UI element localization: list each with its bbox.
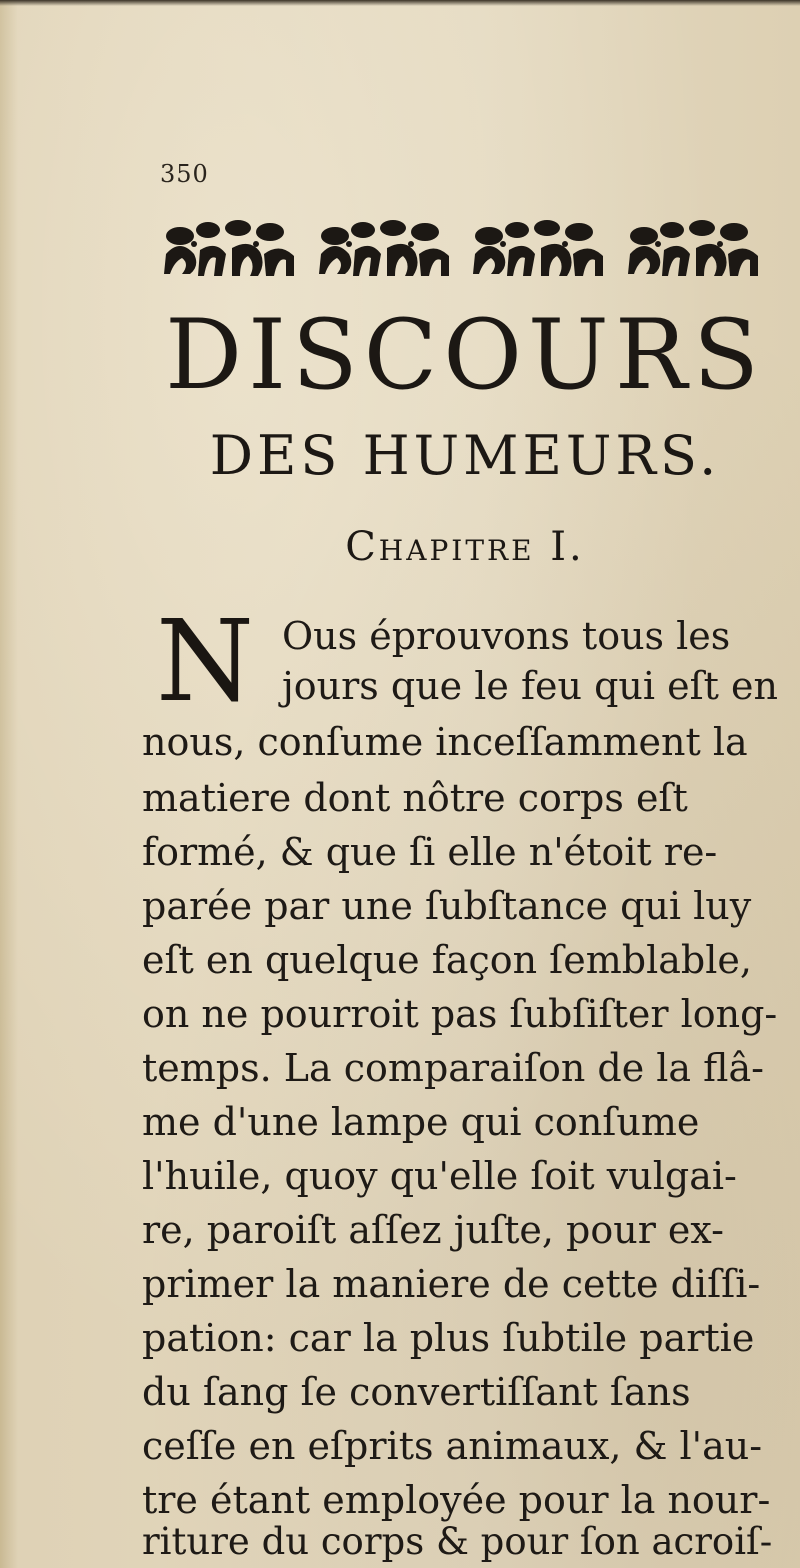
text-line: nous, conſume inceſſamment la bbox=[142, 720, 748, 764]
text-line: me d'une lampe qui conſume bbox=[142, 1100, 700, 1144]
ornament-band bbox=[160, 212, 764, 282]
fleuron-ornament-icon bbox=[469, 214, 609, 280]
text-line: tre étant employée pour la nour- bbox=[142, 1478, 771, 1522]
page-number: 350 bbox=[160, 160, 209, 188]
text-line: du ſang ſe convertiſſant ſans bbox=[142, 1370, 691, 1414]
text-line: temps. La comparaiſon de la flâ- bbox=[142, 1046, 765, 1090]
fleuron-ornament-icon bbox=[624, 214, 764, 280]
text-line: eſt en quelque façon ſemblable, bbox=[142, 938, 752, 982]
fleuron-ornament-icon bbox=[315, 214, 455, 280]
text-line: pation: car la plus ſubtile partie bbox=[142, 1316, 755, 1360]
page-edge-shadow bbox=[0, 0, 800, 6]
text-line: matiere dont nôtre corps eſt bbox=[142, 776, 688, 820]
text-line: on ne pourroit pas ſubſiſter long- bbox=[142, 992, 778, 1036]
text-line: Ous éprouvons tous les bbox=[282, 614, 731, 658]
drop-cap: N bbox=[156, 597, 254, 727]
text-line: re, paroiſt aſſez juſte, pour ex- bbox=[142, 1208, 725, 1252]
text-line: primer la maniere de cette diſſi- bbox=[142, 1262, 761, 1306]
text-line: parée par une ſubſtance qui luy bbox=[142, 884, 752, 928]
text-line: jours que le feu qui eſt en bbox=[282, 664, 778, 708]
text-line: l'huile, quoy qu'elle ſoit vulgai- bbox=[142, 1154, 737, 1198]
chapter-heading: Chapitre I. bbox=[345, 524, 585, 570]
text-line: ceſſe en eſprits animaux, & l'au- bbox=[142, 1424, 763, 1468]
text-line: riture du corps & pour ſon acroiſ- bbox=[142, 1520, 773, 1563]
text-line: formé, & que ſi elle n'étoit re- bbox=[142, 830, 718, 874]
page-subtitle: DES HUMEURS. bbox=[209, 424, 721, 487]
page-title: DISCOURS bbox=[165, 299, 765, 411]
fleuron-ornament-icon bbox=[160, 214, 300, 280]
